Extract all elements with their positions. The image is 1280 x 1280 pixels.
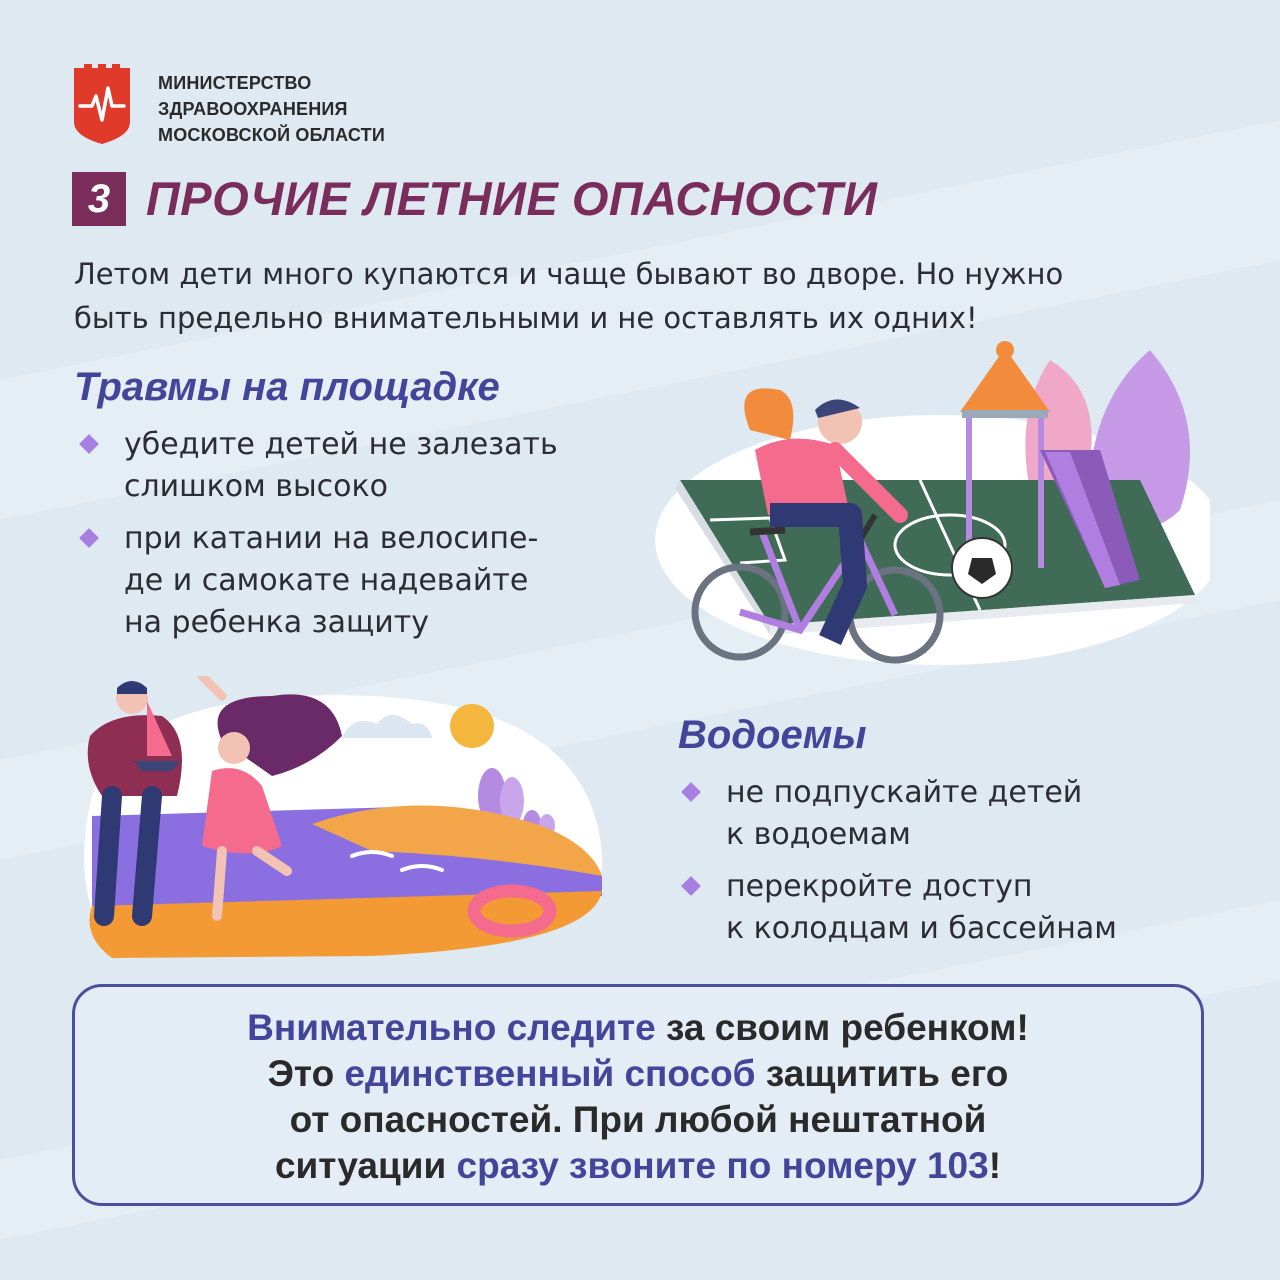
water-title: Водоемы	[678, 713, 867, 757]
callout-text: !	[988, 1145, 1002, 1186]
bullet-item	[676, 866, 1236, 950]
intro-text	[74, 252, 1234, 340]
callout-text: за своим ребенком!	[655, 1007, 1029, 1048]
bullet-line: не подпускайте детей	[726, 775, 1083, 810]
heartbeat-shield-icon	[72, 64, 132, 144]
bullet-line: при катании на велосипе-	[124, 521, 539, 556]
water-bullets	[676, 772, 1236, 960]
callout-line-4	[75, 1143, 1201, 1189]
ministry-line: МИНИСТЕРСТВО	[158, 73, 312, 93]
bullet-line: убедите детей не залезать	[124, 427, 558, 462]
callout-line-3: от опасностей. При любой нештатной	[289, 1099, 987, 1140]
playground-bullets	[74, 424, 634, 654]
bullet-item	[74, 518, 634, 644]
section-title: ПРОЧИЕ ЛЕТНИЕ ОПАСНОСТИ	[146, 172, 878, 225]
beach-illustration	[72, 676, 612, 966]
bullet-line: де и самокате надевайте	[124, 563, 529, 598]
callout-line-2	[75, 1051, 1201, 1097]
intro-line: быть предельно внимательными и не оставлять их одних!	[74, 301, 978, 335]
bullet-line: на ребенка защиту	[124, 605, 429, 640]
callout-highlight: Внимательно следите	[247, 1007, 656, 1048]
playground-illustration	[650, 340, 1210, 690]
callout-highlight: единственный способ	[344, 1053, 756, 1094]
diamond-bullet-icon	[681, 876, 701, 896]
diamond-bullet-icon	[79, 528, 99, 548]
callout-line-1	[75, 1005, 1201, 1051]
callout-box	[72, 984, 1204, 1206]
callout-text: Это	[267, 1053, 345, 1094]
callout-text: защитить его	[755, 1053, 1009, 1094]
bullet-line: к колодцам и бассейнам	[726, 911, 1117, 946]
diamond-bullet-icon	[681, 782, 701, 802]
callout-text: ситуации	[274, 1145, 457, 1186]
intro-line: Летом дети много купаются и чаще бывают во дворе. Но нужно	[74, 257, 1064, 291]
bullet-line: слишком высоко	[124, 469, 388, 504]
playground-title: Травмы на площадке	[74, 365, 500, 409]
bullet-item	[676, 772, 1236, 856]
section-number: 3	[72, 172, 126, 226]
bullet-line: перекройте доступ	[726, 869, 1033, 904]
bullet-item	[74, 424, 634, 508]
callout-phone-highlight: сразу звоните по номеру 103	[456, 1145, 989, 1186]
ministry-name	[158, 70, 385, 148]
bullet-line: к водоемам	[726, 817, 911, 852]
diamond-bullet-icon	[79, 434, 99, 454]
ministry-line: ЗДРАВООХРАНЕНИЯ	[158, 99, 348, 119]
ministry-line: МОСКОВСКОЙ ОБЛАСТИ	[158, 125, 385, 145]
